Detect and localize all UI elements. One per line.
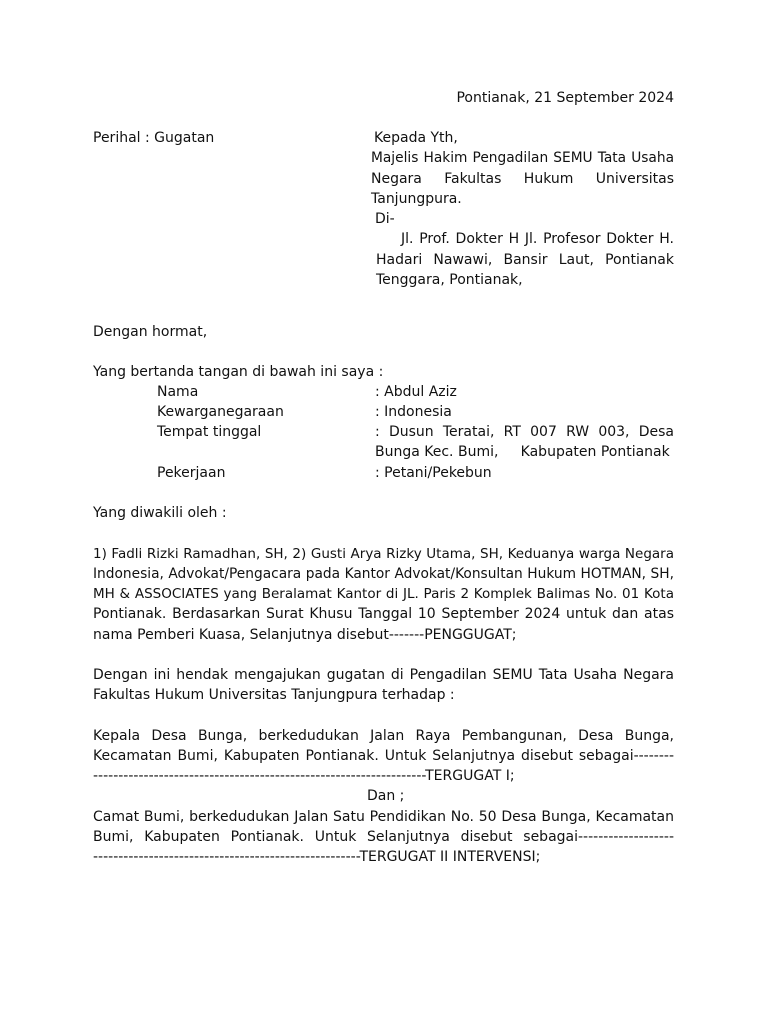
defendant-1-line-2: Kecamatan Bumi, Kabupaten Pontianak. Untuk Selanjutnya disebut sebagai-------- — [93, 748, 674, 764]
attorney-line-1: 1) Fadli Rizki Ramadhan, SH, 2) Gusti Arya Rizky Utama, SH, Keduanya warga Negara — [93, 546, 674, 562]
lawsuit-line-1: Dengan ini hendak mengajukan gugatan di Pengadilan SEMU Tata Usaha Negara — [93, 667, 674, 683]
identity-occupation-label: Pekerjaan — [157, 465, 226, 481]
perihal: Perihal : Gugatan — [93, 130, 215, 146]
attorney-line-3: MH & ASSOCIATES yang Beralamat Kantor di JL. Paris 2 Komplek Balimas No. 01 Kota — [93, 586, 674, 602]
recipient-address-line-2: Hadari Nawawi, Bansir Laut, Pontianak — [376, 252, 674, 268]
identity-occupation-value: : Petani/Pekebun — [375, 465, 492, 481]
attorney-line-2: Indonesia, Advokat/Pengacara pada Kantor Advokat/Konsultan Hukum HOTMAN, SH, — [93, 566, 674, 582]
defendant-1-line-3: ------------------------------------------------------------------TERGUGAT I; — [93, 768, 515, 784]
attorney-line-5: nama Pemberi Kuasa, Selanjutnya disebut-------PENGGUGAT; — [93, 627, 517, 643]
defendant-2-line-1: Camat Bumi, berkedudukan Jalan Satu Pendidikan No. 50 Desa Bunga, Kecamatan — [93, 809, 674, 825]
recipient-address-line-1: Jl. Prof. Dokter H Jl. Profesor Dokter H. — [401, 231, 674, 247]
lawsuit-line-2: Fakultas Hukum Universitas Tanjungpura terhadap : — [93, 687, 455, 703]
defendant-1-line-1: Kepala Desa Bunga, berkedudukan Jalan Raya Pembangunan, Desa Bunga, — [93, 728, 674, 744]
identity-residence-value-line-2: Bunga Kec. Bumi, Kabupaten Pontianak — [375, 444, 670, 460]
recipient-kepada: Kepada Yth, — [374, 130, 458, 146]
defendant-2-line-3: -----------------------------------------------------TERGUGAT II INTERVENSI; — [93, 849, 541, 865]
identity-residence-label: Tempat tinggal — [157, 424, 262, 440]
recipient-majelis-line-1: Majelis Hakim Pengadilan SEMU Tata Usaha — [371, 150, 674, 166]
defendant-2-line-2: Bumi, Kabupaten Pontianak. Untuk Selanjutnya disebut sebagai------------------- — [93, 829, 674, 845]
recipient-di: Di- — [375, 211, 395, 227]
attorney-line-4: Pontianak. Berdasarkan Surat Khusu Tanggal 10 September 2024 untuk dan atas — [93, 606, 674, 622]
represented-by-heading: Yang diwakili oleh : — [93, 505, 227, 521]
identity-citizenship-label: Kewarganegaraan — [157, 404, 284, 420]
recipient-majelis-line-3: Tanjungpura. — [371, 191, 462, 207]
salutation: Dengan hormat, — [93, 324, 208, 340]
identity-name-label: Nama — [157, 384, 199, 400]
recipient-address-line-3: Tenggara, Pontianak, — [376, 272, 523, 288]
place-date: Pontianak, 21 September 2024 — [456, 90, 674, 106]
identity-residence-value-line-1: : Dusun Teratai, RT 007 RW 003, Desa — [375, 424, 674, 440]
identity-citizenship-value: : Indonesia — [375, 404, 452, 420]
and-connector: Dan ; — [367, 788, 405, 804]
intro-statement: Yang bertanda tangan di bawah ini saya : — [93, 364, 384, 380]
identity-name-value: : Abdul Aziz — [375, 384, 457, 400]
recipient-majelis-line-2: Negara Fakultas Hukum Universitas — [371, 171, 674, 187]
